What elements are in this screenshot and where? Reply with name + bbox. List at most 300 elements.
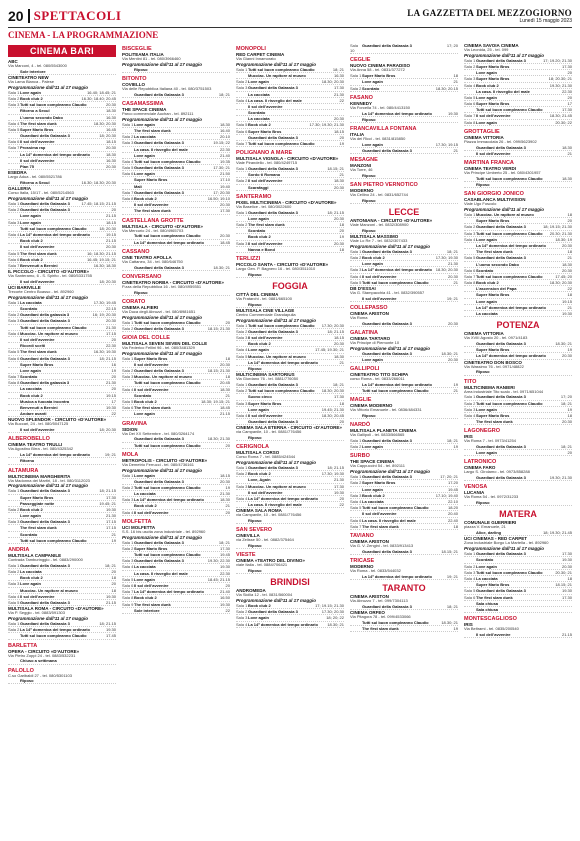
cinema-address: Via G. Stampacchia 41 - tel. 0832/390557: [350, 289, 425, 295]
film-title: La 14ª domenica del tempo ordinario: [362, 573, 432, 579]
film-title: Love again: [134, 576, 155, 582]
screen-label: Sala 2: [236, 221, 248, 227]
showtimes: 21.30: [105, 380, 116, 386]
showtimes: 18.30; 20.45: [321, 412, 344, 418]
showtime-row: [464, 369, 572, 375]
showtimes: 18.30; 20.30: [549, 280, 572, 286]
showtimes: 22.30: [105, 343, 116, 349]
film-title: The first slam dunk: [20, 250, 57, 256]
cinema-address: Via Vittorio Emanuele - tel. 0836/484331: [350, 407, 422, 413]
screen-label: [464, 299, 476, 304]
showtimes: 17.10: [219, 177, 230, 183]
town-heading: CASTELLANA GROTTE: [122, 217, 184, 224]
showtimes: 17.15: [105, 525, 116, 531]
screen-label: [236, 272, 248, 277]
film-title: Guardiani della Galassia 3: [248, 85, 298, 91]
showtimes: 18.30: [219, 121, 230, 127]
showtimes: 18.15: [105, 219, 116, 225]
showtime-row: [236, 185, 344, 191]
film-title: Riposo: [248, 365, 262, 371]
screen-label: Sala 1: [350, 438, 362, 444]
film-title: Guardiani della Galassia 3: [248, 166, 298, 172]
film-title: Super Mario Bros: [248, 400, 282, 406]
cinema-name: CINEMA ARISTON: [350, 538, 389, 544]
showtime-row: [8, 633, 116, 639]
film-title: Il sol dell’avvenire: [248, 240, 283, 246]
showtime-row: [236, 568, 344, 574]
film-title: Super Mario Bros: [134, 177, 168, 183]
screen-label: [236, 394, 248, 399]
programme-period: Programmazione dall’11 al 17 maggio: [122, 467, 202, 473]
showtimes: 18: [111, 575, 116, 581]
screen-label: [464, 89, 476, 94]
listing-column: [8, 43, 116, 838]
screen-label: [464, 243, 476, 248]
film-title: La casa. Il risveglio del male: [248, 97, 302, 103]
showtimes: 16.45: [105, 126, 116, 132]
film-title: Mali: [134, 183, 142, 189]
showtimes: 20: [225, 319, 230, 325]
cinema-address: Via Principe Umberto 25 - tel. 080/4301957: [464, 170, 541, 176]
showtimes: 22: [567, 286, 572, 292]
town-heading: LATRONICO: [464, 459, 497, 466]
film-title: Prossima rap: [20, 145, 46, 151]
showtimes: 19.30: [105, 593, 116, 599]
screen-label: Sala 7: [122, 189, 134, 195]
screen-label: [464, 182, 476, 187]
screen-label: Sala 3: [464, 569, 476, 575]
screen-label: Sala 2: [8, 569, 20, 575]
screen-label: Sala 3: [236, 335, 248, 341]
film-title: Love again: [134, 171, 155, 177]
film-title: The first slam dunk: [248, 221, 285, 227]
film-title: Riposo: [248, 301, 262, 307]
screen-label: [236, 104, 248, 109]
film-title: Sala chiusa: [476, 606, 499, 612]
screen-label: Sala 2: [464, 400, 476, 406]
film-title: Guardiani della Galassia 3: [134, 91, 184, 97]
film-title: Book club 2: [20, 256, 43, 262]
showtimes: 18.15; 21: [555, 582, 572, 588]
showtimes: 20.45: [219, 380, 230, 386]
film-title: Love again: [134, 152, 155, 158]
cinema-name: CINEVILLA: [236, 533, 260, 539]
screen-label: Sala 1: [8, 299, 20, 305]
film-title: Ritorno: [20, 458, 35, 464]
screen-label: [8, 588, 20, 593]
showtimes: 18.30; 19: [555, 236, 572, 242]
film-title: Tutti sul buon compleanno Claudio: [248, 66, 315, 72]
film-title: La cacciata: [134, 134, 156, 140]
programme-period: Programmazione dall’11 al 17 maggio: [350, 243, 430, 249]
film-title: Scordato: [20, 306, 38, 312]
screen-label: Sala 4: [236, 495, 248, 501]
film-title: Riposo: [362, 116, 376, 122]
showtime-row: [464, 182, 572, 188]
showtimes: 17.30; 20.30: [321, 609, 344, 615]
showtimes: 17.30: [333, 394, 344, 400]
showtime-row: [236, 247, 344, 253]
screen-label: Sala 4: [236, 412, 248, 418]
screen-label: Sala 7: [8, 145, 20, 151]
screen-label: [464, 262, 476, 267]
showtimes: 18.20: [447, 505, 458, 511]
screen-label: [464, 311, 476, 316]
showtimes: 19.35: [219, 158, 230, 164]
showtime-row: [122, 510, 230, 516]
town-heading: ALBEROBELLO: [8, 436, 50, 443]
town-heading: GROTTAGLIE: [464, 128, 500, 135]
film-title: Love again: [20, 367, 41, 373]
screen-label: Sala 3: [236, 240, 248, 246]
showtime-row: [464, 419, 572, 425]
divider: [28, 9, 30, 23]
film-title: Guardiani della Galassia 3: [20, 207, 70, 213]
screen-label: [122, 153, 134, 158]
showtimes: 21.15: [219, 411, 230, 417]
film-title: La cacciata: [476, 311, 498, 316]
film-title: Il sol dell’avvenire: [134, 361, 169, 367]
showtimes: 19: [225, 484, 230, 490]
film-title: Guardiani della Galassia 3: [476, 444, 526, 450]
film-title: Il sol dell’avvenire: [248, 335, 283, 341]
screen-label: Sala 2: [236, 609, 248, 615]
showtimes: 20.10: [219, 134, 230, 140]
screen-label: Sala 2: [464, 224, 476, 230]
film-title: Guardiani della Galassia 3: [20, 562, 70, 568]
screen-label: [350, 228, 362, 233]
showtimes: 18: [453, 523, 458, 529]
showtimes: 18: [339, 400, 344, 406]
screen-label: [8, 152, 20, 157]
showtime-row: [122, 265, 230, 271]
showtimes: 18; 20.30: [99, 427, 116, 433]
film-title: Mucciac. Un rapitore al museo: [134, 374, 192, 380]
screen-label: Sala 8: [122, 595, 134, 601]
showtimes: 18: [225, 374, 230, 380]
cinema-address: Via Agostino Birra - tel. 080/4325342: [8, 446, 74, 452]
screen-label: [464, 444, 476, 449]
screen-label: Sala 1: [464, 57, 476, 63]
screen-label: Sala 5: [464, 588, 476, 594]
screen-label: Sala 4: [464, 575, 476, 581]
showtimes: 20: [111, 386, 116, 392]
showtimes: 20.30: [219, 361, 230, 367]
showtimes: 16.30: [333, 72, 344, 78]
cinema-name: CINEMA ALFIERI: [122, 304, 159, 310]
showtime-row: [350, 43, 458, 54]
screen-label: [350, 626, 362, 631]
film-title: L’uomo secondo Dabo: [20, 114, 63, 120]
screen-label: Sala 1: [122, 121, 134, 127]
film-title: Riposo: [248, 271, 262, 277]
showtimes: 16.30; 18.40; 20.45: [81, 95, 116, 101]
film-title: Super Mario Bros: [362, 73, 396, 79]
screen-label: Sala 5: [350, 279, 362, 285]
showtime-row: [236, 141, 344, 147]
film-title: Love again: [248, 347, 269, 353]
showtimes: 18; 21.15: [327, 209, 344, 215]
cinema-name: CINEMA SALA ROMA: [236, 508, 282, 514]
cinema-name: CINEMA TEATRO VERDI: [464, 166, 517, 172]
screen-label: [350, 79, 362, 84]
cinema-address: Via dei Ricci - tel. 0831/815850: [350, 135, 406, 141]
town-heading: BITONTO: [122, 75, 147, 82]
screen-label: Sala 4: [236, 621, 248, 627]
screen-label: [122, 443, 134, 448]
town-heading: SURBO: [350, 453, 370, 460]
showtimes: 18.30: [105, 151, 116, 157]
showtimes: 21.30: [333, 477, 344, 483]
showtimes: 17.30; 19.30: [435, 255, 458, 261]
cinema-name: CINETEATRO TITO SCHIPA: [350, 372, 409, 378]
showtimes: 17.30: [561, 594, 572, 600]
film-title: Love again: [20, 219, 41, 225]
screen-label: [236, 366, 248, 371]
film-title: Love again: [476, 119, 497, 125]
cinema-name: CINE TEATRO APOLLA: [122, 254, 172, 260]
showtimes: 20.30: [219, 233, 230, 239]
showtimes: 20.30: [447, 320, 458, 326]
showtimes: 21: [225, 392, 230, 398]
film-title: Guardiani della Galassia 3: [248, 328, 298, 334]
cinema-address: Via P. Seggio - tel. 0883/591303: [8, 610, 66, 616]
screen-label: [8, 337, 20, 342]
cinema-name: MULTISALA CORSO: [236, 450, 280, 456]
film-title: Guardiani della Galassia 3: [362, 320, 412, 326]
cinema-name: CITTÀ DEL CINEMA: [236, 291, 279, 297]
cinema-name: MULTICINEMA RANIERI: [464, 384, 515, 390]
screen-label: Sala 8: [8, 380, 20, 386]
cinema-address: Via Giordano 76 - tel. 0881/776050: [236, 376, 299, 382]
screen-label: [122, 240, 134, 245]
programme-period: Programmazione dall’11 al 17 maggio: [350, 469, 430, 475]
screen-label: Sala 3: [350, 267, 362, 273]
film-title: La cacciata: [362, 498, 384, 504]
screen-label: Sala 4: [236, 347, 248, 353]
film-title: The first slam dunk: [20, 349, 57, 355]
screen-label: Sala 3: [464, 76, 476, 82]
screen-label: Sala 2: [8, 312, 20, 318]
film-title: La cacciata: [20, 386, 42, 392]
town-heading: PALOLLO: [8, 667, 34, 674]
town-heading: FRANCAVILLA FONTANA: [350, 125, 417, 132]
cinema-address: Via Santeramo, 6 - S. Spirito - tel. 080/5331755: [8, 273, 92, 279]
film-title: Mucciac. Un rapitore al museo: [20, 330, 78, 336]
screen-label: [122, 147, 134, 152]
screen-label: [464, 70, 476, 75]
screen-label: Sala 3: [8, 219, 20, 225]
cinema-address: Largo S. Girolamo - tel. 0973/858288: [464, 469, 530, 475]
cinema-name: MULTISALA - CIRCUITO «D’AUTORE»: [122, 223, 203, 229]
screen-label: [122, 380, 134, 385]
programme-period: Programmazione dall’11 al 17 maggio: [122, 534, 202, 540]
showtimes: 19.30: [105, 405, 116, 411]
film-title: Book club 2: [248, 471, 271, 477]
town-heading: CASAMASSIMA: [122, 100, 164, 107]
showtimes: 16; 18.30; 21.15: [87, 250, 116, 256]
film-title: Love again: [476, 70, 497, 76]
screen-label: [8, 386, 20, 391]
screen-label: Sala 4: [8, 593, 20, 599]
film-title: Super Mario Bros: [248, 128, 282, 134]
cinema-name: NUOVO SPLENDOR - CIRCUITO «D’AUTORE»: [8, 417, 107, 423]
page-header: [8, 5, 572, 28]
cinema-address: Viale Lo Re 7 - tel. 0832/307433: [350, 238, 408, 244]
film-title: L’ascension del Papa: [476, 286, 517, 292]
showtimes: 19.15; 22: [213, 140, 230, 146]
showtimes: 19.45; 21.30: [321, 406, 344, 412]
screen-label: [122, 208, 134, 213]
showtimes: 16.50; 19.10: [207, 196, 230, 202]
screen-label: Sala 6: [8, 355, 20, 361]
showtimes: 16.30: [105, 114, 116, 120]
screen-label: Sala 1: [8, 89, 20, 95]
screen-label: [8, 180, 20, 185]
screen-label: [236, 135, 248, 140]
showtimes: 20.30: [105, 318, 116, 324]
screen-label: [236, 92, 248, 97]
programme-period: Programmazione dall’11 al 17 maggio: [8, 615, 88, 621]
showtimes: 21: [453, 79, 458, 85]
showtimes: 21: [225, 503, 230, 509]
cinema-address: Via Torre, 46: [350, 167, 373, 173]
film-title: La cacciata: [134, 564, 156, 570]
cinema-name: NUOVO CINEMA PARADISO: [350, 63, 411, 69]
screen-label: Sala 3: [122, 558, 134, 564]
showtimes: 20: [111, 374, 116, 380]
film-title: Guardiani della galassia 3: [20, 380, 70, 386]
showtimes: 19.30; 22.30: [207, 558, 230, 564]
film-title: Alice, darling: [476, 530, 502, 536]
film-title: Riposo: [134, 289, 148, 295]
showtimes: 18.30; 20.30: [321, 79, 344, 85]
screen-label: Sala 1: [464, 394, 476, 400]
cinema-address: Via Cattaneo, 34 - tel. 080/646750: [122, 258, 183, 264]
film-title: Tutti sul buon compleanno Claudio: [476, 107, 543, 113]
screen-label: [8, 458, 20, 463]
showtimes: 17.30: [333, 85, 344, 91]
showtimes: 16.40: [219, 127, 230, 133]
showtimes: 22.15: [105, 306, 116, 312]
screen-label: Sala 7: [464, 273, 476, 279]
cinema-address: Largo Gen. P. Bagnero 16 - tel. 080/3511010: [236, 265, 316, 271]
cinema-address: Via Anna 58 - tel. 0831/377272: [350, 67, 405, 73]
film-title: La 14ª domenica del tempo ordinario: [20, 627, 90, 633]
showtime-row: [350, 148, 458, 154]
film-title: La 14ª domenica del tempo ordinario: [248, 495, 318, 501]
cinema-name: ABC: [8, 59, 18, 64]
showtimes: 19.15: [105, 392, 116, 398]
film-title: Andare avanti: [20, 411, 47, 417]
film-title: Tutti sul buon compleanno Claudio: [476, 175, 543, 181]
screen-label: Sala 2: [236, 79, 248, 85]
showtimes: 18; 20.30; 21: [548, 76, 572, 82]
cinema-address: Via Pitagora 78 - tel. 099/4533066: [350, 613, 411, 619]
film-title: Guardiani della Galassia 3: [476, 551, 526, 557]
screen-label: [122, 67, 134, 72]
cinema-name: OPERA - CIRCUITO «D’AUTORE»: [8, 648, 80, 654]
screen-label: Sala 3: [464, 230, 476, 236]
showtimes: 16.45; 19.15; 21: [87, 256, 116, 262]
film-title: The first slam dunk: [362, 625, 399, 631]
showtimes: 17.30; 19.30: [321, 471, 344, 477]
film-title: Book club 2: [248, 341, 271, 347]
film-title: Il sol dell’avvenire: [248, 489, 283, 495]
film-title: Love again: [476, 450, 497, 456]
showtimes: 18; 21.15: [327, 328, 344, 334]
cinema-name: MULTICINEMA MARGHERITA: [8, 473, 71, 479]
film-title: Super Mario Bros: [476, 76, 510, 82]
showtimes: 19.30: [333, 489, 344, 495]
screen-label: [8, 306, 20, 311]
cinema-name: IRIS: [464, 434, 473, 440]
screen-label: [122, 479, 134, 484]
screen-label: Sala 6: [8, 139, 20, 145]
showtimes: 19.30: [105, 627, 116, 633]
film-title: Super Mario Bros: [134, 355, 168, 361]
screen-label: [464, 582, 476, 587]
cinema-address: Trecorte Centro Boasso - tel. 892960: [8, 289, 74, 295]
showtimes: 18; 20.30: [99, 133, 116, 139]
film-title: La 14ª domenica del tempo ordinario: [134, 239, 204, 245]
film-title: Scordato: [476, 267, 494, 273]
showtimes: 17.30; 19.30; 21.30: [309, 122, 344, 128]
film-title: La 14ª domenica del tempo ordinario: [248, 621, 318, 627]
showtimes: 18.30; 21: [555, 340, 572, 346]
film-title: La 14ª domenica del tempo ordinario: [20, 151, 90, 157]
screen-label: [8, 399, 20, 404]
showtime-row: [236, 518, 344, 524]
cinema-address: Via Federico Fellini 96 - tel. 080/3481329: [122, 344, 195, 350]
showtimes: 19: [453, 381, 458, 387]
showtime-row: [236, 543, 344, 549]
town-heading: TAVIANO: [350, 532, 374, 539]
showtimes: 20.30: [333, 215, 344, 221]
film-title: Il sol dell’avvenire: [20, 593, 55, 599]
screen-label: [236, 172, 248, 177]
film-title: Love again: [248, 406, 269, 412]
showtimes: 20: [567, 94, 572, 100]
screen-label: Sala 1: [464, 212, 476, 217]
film-title: Super Mario Bros: [20, 494, 54, 500]
cinema-address: Via Leonida, 25 - tel. 099: [464, 47, 509, 52]
screen-label: Sala 1: [122, 472, 134, 478]
masthead: LA GAZZETTA DEL MEZZOGIORNO: [407, 8, 572, 18]
film-title: La casa. Il risveglio del male: [476, 88, 530, 94]
film-title: Sole interiore: [134, 607, 160, 613]
showtimes: 18; 21: [104, 562, 116, 568]
film-title: Super Mario Bros: [476, 218, 510, 224]
film-title: Super Mario Bros: [20, 361, 54, 367]
showtime-row: [122, 443, 230, 449]
screen-label: Sala 1: [236, 603, 248, 609]
town-heading: CEGLIE: [350, 57, 371, 64]
cinema-address: viale Italia - tel. 0884/706421: [236, 562, 288, 568]
film-title: Guardiani della Galassia 3: [20, 599, 70, 605]
screen-label: Sala 1: [122, 355, 134, 361]
screen-label: Sala 3: [8, 581, 20, 587]
cinema-name: CASABLANCA MULTIVISION: [464, 197, 526, 203]
screen-label: [8, 133, 20, 138]
screen-label: [464, 249, 476, 254]
cinema-name: CINEMA ARISTON: [350, 593, 389, 599]
cinema-address: Via Lama Bianca - Palese: [8, 78, 54, 84]
cinema-address: Via Gallipoli - tel. 0833/566565: [350, 432, 405, 438]
film-title: Riposo: [476, 369, 490, 375]
showtime-row: [350, 86, 458, 92]
screen-label: [350, 487, 362, 492]
